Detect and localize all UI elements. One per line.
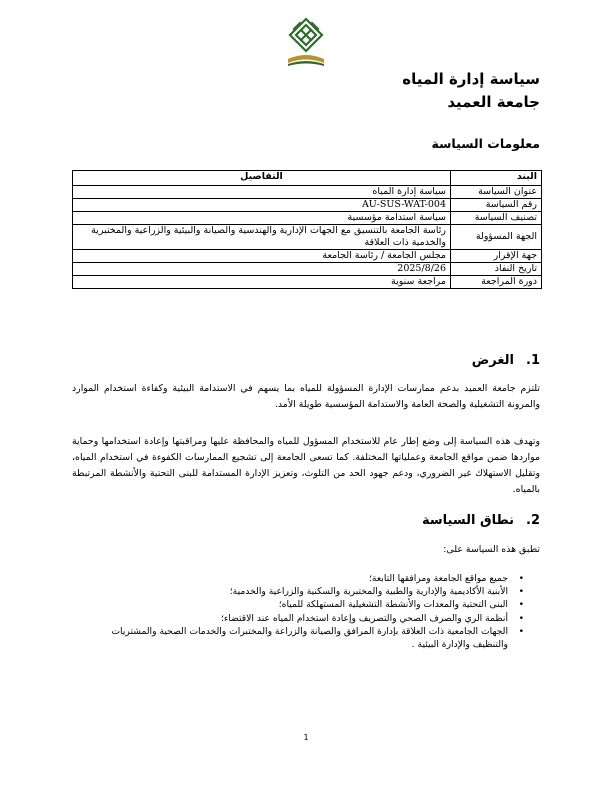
list-item	[84, 612, 524, 625]
bullet-icon: •	[518, 586, 524, 598]
table-row	[73, 250, 542, 263]
list-item	[84, 572, 524, 585]
column-header-item: البند	[451, 171, 542, 186]
policy-info-table	[72, 170, 542, 289]
table-row	[73, 263, 542, 276]
list-item-text: الأبنية الأكاديمية والإدارية والطبية والمختبرية والسكنية والزراعية والخدمية؛	[229, 586, 508, 598]
scope-intro: تطبق هذه السياسة على:	[443, 544, 540, 555]
list-item-text: جميع مواقع الجامعة ومرافقها التابعة؛	[368, 573, 508, 584]
university-calligraphy-logo-icon	[282, 15, 330, 73]
list-item-text: أنظمة الري والصرف الصحي والتصريف وإعادة استخدام المياه عند الاقتضاء؛	[221, 612, 508, 624]
bullet-icon: •	[518, 612, 524, 624]
row-value: سياسة إدارة المياه	[73, 186, 451, 199]
row-label: تصنيف السياسة	[451, 212, 542, 225]
column-header-details: التفاصيل	[73, 171, 451, 186]
section-title: الغرض	[471, 353, 514, 368]
policy-info-heading: معلومات السياسة	[431, 136, 540, 151]
table-row	[73, 199, 542, 212]
row-value: مجلس الجامعة / رئاسة الجامعة	[73, 250, 451, 263]
row-label: دورة المراجعة	[451, 276, 542, 289]
purpose-paragraph-1: تلتزم جامعة العميد بدعم ممارسات الإدارة المسؤولة للمياه بما يسهم في الاستدامة البيئية وكفاءة استخدام الموارد والمرونة التشغيلية والصحة العامة والاستدامة المؤسسية طويلة الأمد.	[72, 383, 540, 410]
table-row	[73, 186, 542, 199]
row-label: رقم السياسة	[451, 199, 542, 212]
row-value: AU-SUS-WAT-004	[73, 199, 451, 212]
university-name: جامعة العميد	[447, 93, 540, 111]
row-value: مراجعة سنوية	[73, 276, 451, 289]
section-purpose-heading	[472, 352, 540, 370]
row-value: رئاسة الجامعة بالتنسيق مع الجهات الإدارية والهندسية والصيانة والبيئية والزراعية والمختبرية والخدمية ذات العلاقة	[73, 225, 451, 250]
bullet-icon: •	[518, 573, 524, 584]
bullet-icon: •	[518, 599, 524, 611]
row-value: سياسة استدامة مؤسسية	[73, 212, 451, 225]
row-label: جهة الإقرار	[451, 250, 542, 263]
list-item	[84, 598, 524, 611]
scope-list	[84, 572, 524, 651]
section-title: نطاق السياسة	[422, 513, 514, 528]
row-value: 2025/8/26	[73, 263, 451, 276]
bullet-icon: •	[518, 625, 524, 637]
row-label: تاريخ النفاذ	[451, 263, 542, 276]
page-number: 1	[303, 733, 309, 742]
section-number: 2.	[526, 513, 540, 528]
row-label: الجهة المسؤولة	[451, 225, 542, 250]
purpose-paragraph-2: وتهدف هذه السياسة إلى وضع إطار عام للاستخدام المسؤول للمياه والمحافظة عليها ومراقبتها وإعادة استخدامها وحماية مواردها ضمن مواقع الجامعة وعملياتها المختلفة. كما تسعى الجامعة إلى تشجيع الممارسات الكفوءة في استخدام المياه، وتقليل الاستهلاك غير الضروري، ودعم جهود الحد من التلوث، وتعزيز الإدارة المستدامة للبنى التحتية والأنشطة المرتبطة بالمياه.	[72, 436, 540, 495]
table-row	[73, 212, 542, 225]
table-row	[73, 276, 542, 289]
table-header-row	[73, 171, 542, 186]
list-item	[84, 625, 524, 651]
section-number: 1.	[526, 353, 540, 368]
list-item	[84, 585, 524, 598]
list-item-text: البنى التحتية والمعدات والأنشطة التشغيلية المستهلكة للمياه؛	[278, 599, 508, 611]
section-scope-heading	[422, 512, 540, 530]
row-label: عنوان السياسة	[451, 186, 542, 199]
policy-title: سياسة إدارة المياه	[402, 70, 540, 88]
list-item-text: الجهات الجامعية ذات العلاقة بإدارة المرافق والصيانة والزراعة والمختبرات والخدمات الصحية والمشتريات والتنظيف والإدارة البيئية .	[111, 625, 508, 651]
table-row	[73, 225, 542, 250]
